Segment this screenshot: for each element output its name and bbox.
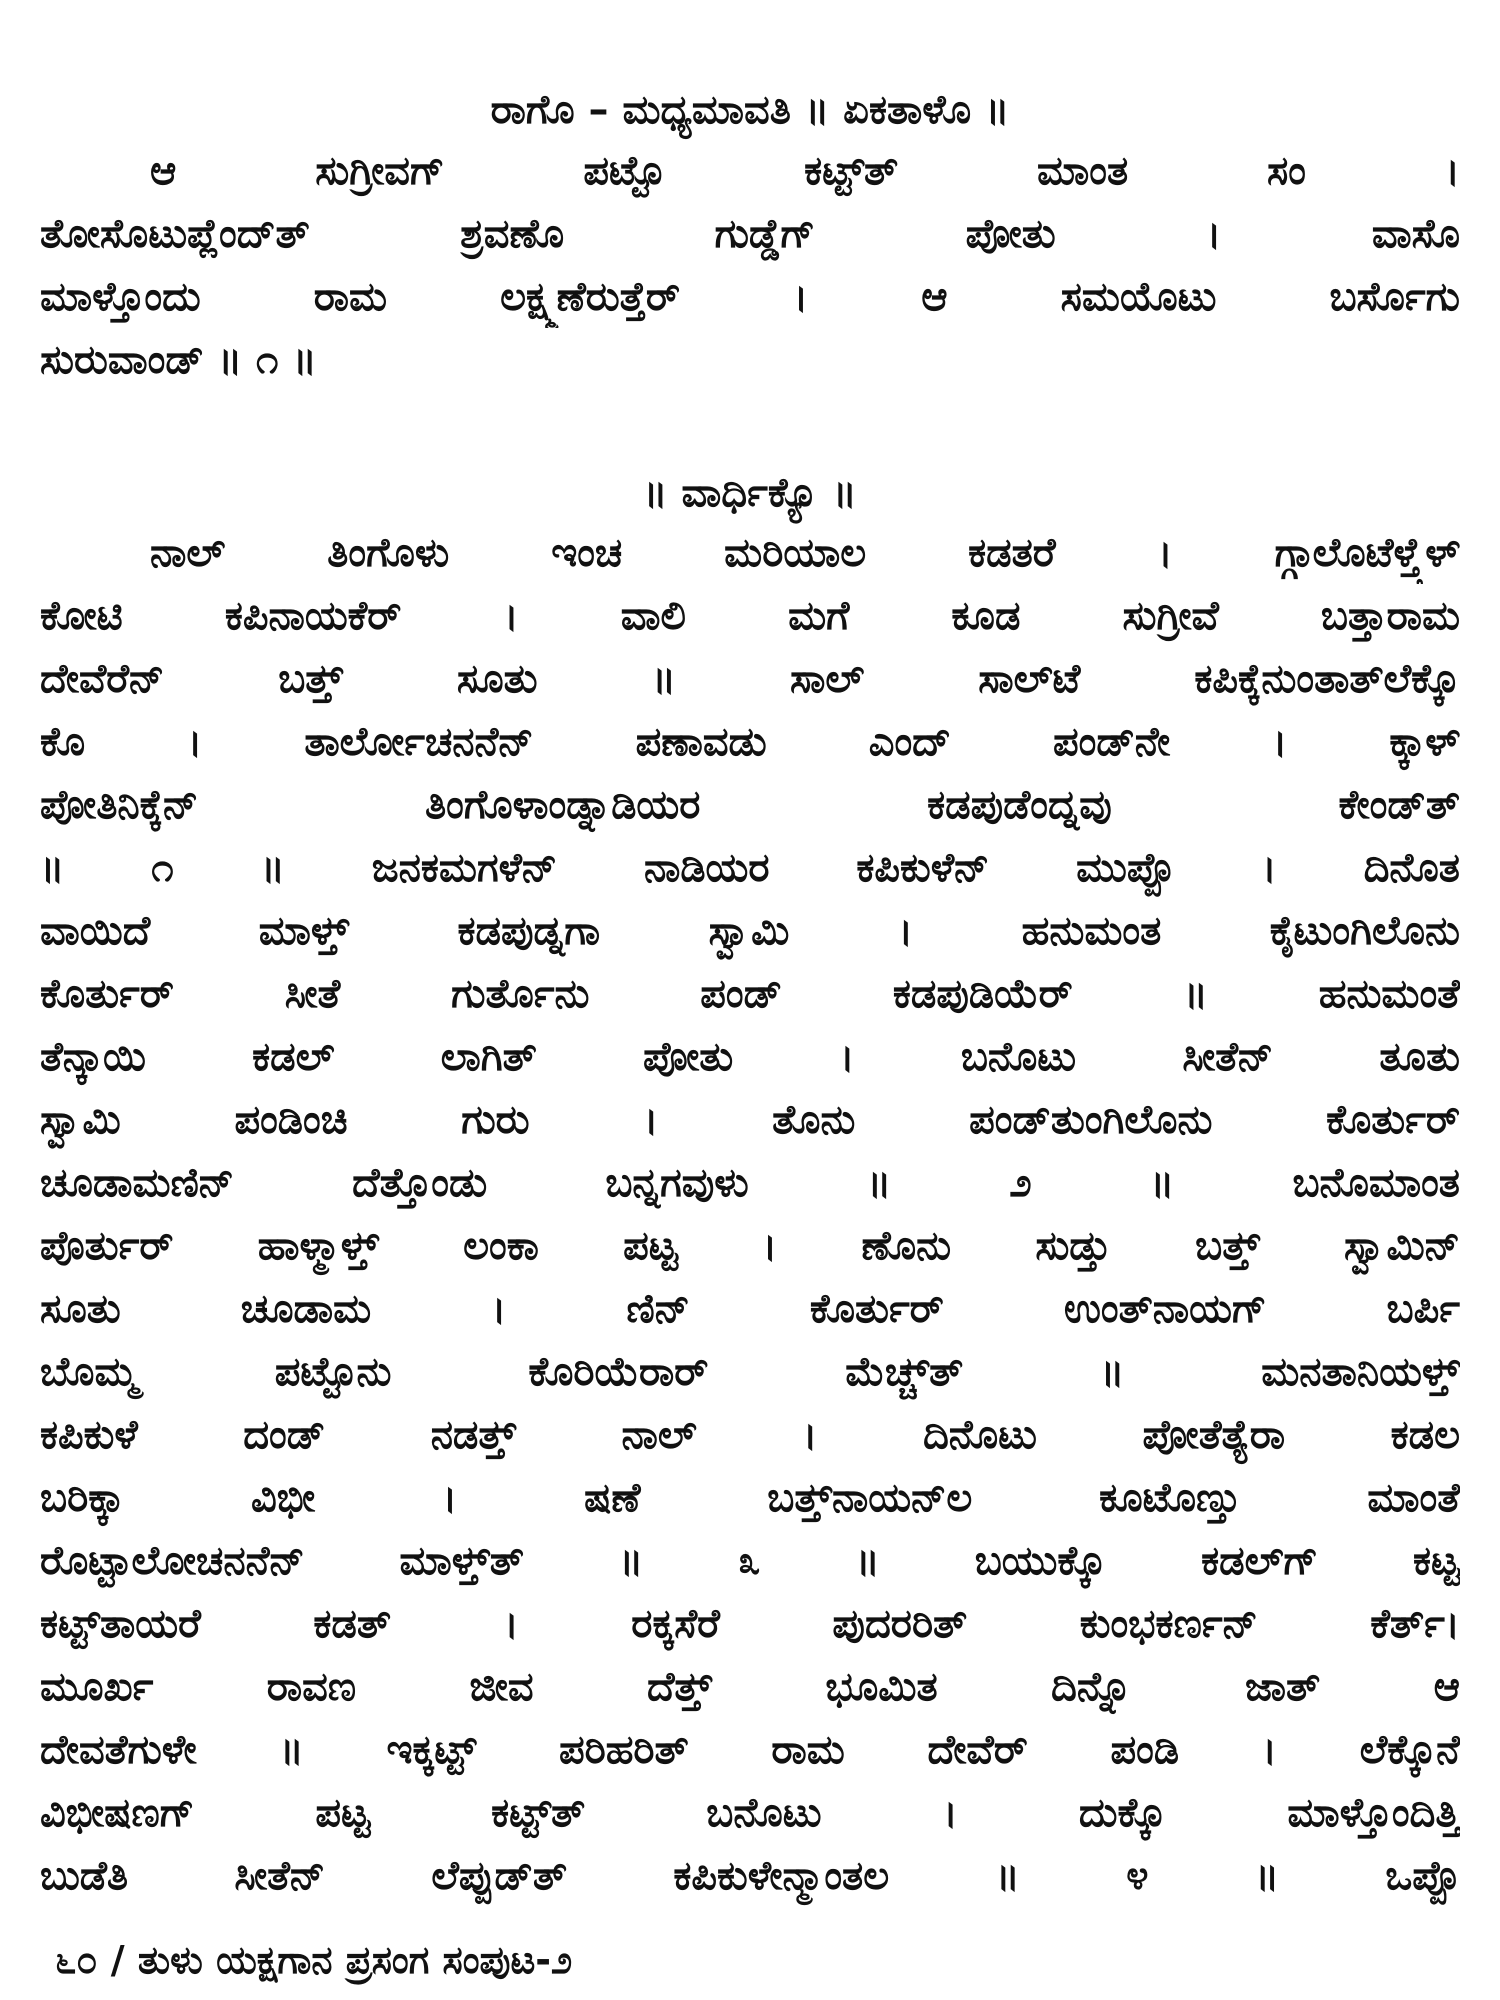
stanza-2-line-11: ಚೂಡಾಮಣಿನ್ ದೆತ್ತೊಂಡು ಬನ್ನಗವುಳು ॥ ೨ ॥ ಬನೊಮಾಂತ xyxy=(40,1160,1460,1206)
stanza-2-line-1: ನಾಲ್ ತಿಂಗೊಳು ಇಂಚ ಮರಿಯಾಲ ಕಡತರೆ । ಗ್ಗಾಲೊಟೆಳ್ತ್ತೆಳ್ xyxy=(150,530,1460,576)
stanza-2-line-19: ಮೂರ್ಖ ರಾವಣ ಜೀವ ದೆತ್ತ್ ಭೂಮಿತ ದಿನ್ನೊ ಜಾತ್ ಆ xyxy=(40,1664,1460,1710)
stanza-2-line-16: ಬರಿಕ್ಕಾ ವಿಭೀ । ಷಣೆ ಬತ್ತ್‌ನಾಯನ್‌ಲ ಕೂಟೊಣ್ತು ಮಾಂತೆ xyxy=(40,1475,1460,1521)
stanza-2-line-21: ವಿಭೀಷಣಗ್ ಪಟ್ಟ ಕಟ್ಟ್‌ತ್ ಬನೊಟು । ದುಕ್ಕೊ ಮಾಳ್ತೊಂದಿತ್ತಿ xyxy=(40,1790,1460,1836)
vardhikyo-heading: ॥ ವಾರ್ಧಿಕ್ಯೊ ॥ xyxy=(643,470,857,516)
stanza-2-line-13: ಸೂತು ಚೂಡಾಮ । ಣಿನ್ ಕೊರ್ತುರ್ ಉಂತ್‌ನಾಯಗ್ ಬರ್ಪಿ xyxy=(40,1286,1460,1332)
stanza-1-line-4: ಸುರುವಾಂಡ್ ॥ ೧ ॥ xyxy=(40,337,317,383)
stanza-2-line-7: ವಾಯಿದೆ ಮಾಳ್ತ್ ಕಡಪುಡ್ನಗಾ ಸ್ವಾಮಿ । ಹನುಮಂತ ಕೈಟುಂಗಿಲೊನು xyxy=(40,908,1460,954)
stanza-2-line-3: ದೇವೆರೆನ್ ಬತ್ತ್ ಸೂತು ॥ ಸಾಲ್ ಸಾಲ್‌ಟೆ ಕಪಿಕ್ಕೆನುಂತಾತ್‌ಲೆಕ್ಕೊ xyxy=(40,656,1460,702)
stanza-2-line-8: ಕೊರ್ತುರ್ ಸೀತೆ ಗುರ್ತೊನು ಪಂಡ್ ಕಡಪುಡಿಯೆರ್ ॥ ಹನುಮಂತೆ xyxy=(40,971,1460,1017)
raga-heading: ರಾಗೊ – ಮಧ್ಯಮಾವತಿ ॥ ಏಕತಾಳೊ ॥ xyxy=(490,87,1010,133)
stanza-2-line-20: ದೇವತೆಗುಳೇ ॥ ಇಕ್ಕಟ್ಟ್ ಪರಿಹರಿತ್ ರಾಮ ದೇವೆರ್ ಪಂಡಿ । ಲೆಕ್ಕೊನೆ xyxy=(40,1727,1460,1773)
stanza-2-line-10: ಸ್ವಾಮಿ ಪಂಡಿಂಚಿ ಗುರು । ತೊನು ಪಂಡ್‌ತುಂಗಿಲೊನು ಕೊರ್ತುರ್ xyxy=(40,1097,1460,1143)
stanza-2-line-18: ಕಟ್ಟ್‌ತಾಯರೆ ಕಡತ್ । ರಕ್ಕಸೆರೆ ಪುದರರಿತ್ ಕುಂಭಕರ್ಣನ್ ಕೆರ್ತ್। xyxy=(40,1601,1460,1647)
stanza-2-line-6: ॥ ೧ ॥ ಜನಕಮಗಳೆನ್ ನಾಡಿಯರ ಕಪಿಕುಳೆನ್ ಮುಪ್ಪೊ । ದಿನೊತ xyxy=(40,845,1460,891)
stanza-2-line-9: ತೆನ್ಕಾಯಿ ಕಡಲ್ ಲಾಗಿತ್ ಪೋತು । ಬನೊಟು ಸೀತೆನ್ ತೂತು xyxy=(40,1034,1460,1080)
stanza-1-line-2: ತೋಸೊಟುಪ್ಲೆಂದ್‌ತ್ ಶ್ರವಣೊ ಗುಡ್ಡೆಗ್ ಪೋತು । ವಾಸೊ xyxy=(40,211,1460,257)
stanza-2-line-14: ಬೊಮ್ಮ ಪಟ್ಟೊನು ಕೊರಿಯೆರಾರ್ ಮೆಚ್ಚ್‌ತ್ ॥ ಮನತಾನಿಯಳ್ತ್ xyxy=(40,1349,1460,1395)
page-footer: ೬೦ / ತುಳು ಯಕ್ಷಗಾನ ಪ್ರಸಂಗ ಸಂಪುಟ-೨ xyxy=(55,1938,573,1982)
stanza-2-line-2: ಕೋಟಿ ಕಪಿನಾಯಕೆರ್ । ವಾಲಿ ಮಗೆ ಕೂಡ ಸುಗ್ರೀವೆ ಬತ್ತಾರಾಮ xyxy=(40,593,1460,639)
stanza-2-line-22: ಬುಡೆತಿ ಸೀತೆನ್ ಲೆಪ್ಪುಡ್‌ತ್ ಕಪಿಕುಳೇನ್ಮಾಂತಲ ॥ ೪ ॥ ಒಪ್ಪೊ xyxy=(40,1853,1460,1899)
stanza-2-line-15: ಕಪಿಕುಳೆ ದಂಡ್ ನಡತ್ತ್ ನಾಲ್ । ದಿನೊಟು ಪೋತೆತ್ಯೆರಾ ಕಡಲ xyxy=(40,1412,1460,1458)
stanza-1-line-3: ಮಾಳ್ತೊಂದು ರಾಮ ಲಕ್ಷ್ಮಣೆರುತ್ತೆರ್ । ಆ ಸಮಯೊಟು ಬರ್ಸೊಗು xyxy=(40,274,1460,320)
stanza-2-line-4: ಕೊ । ತಾರ್ಲೋಚನನೆನ್ ಪಣಾವಡು ಎಂದ್ ಪಂಡ್‌ನೇ । ಕ್ಕಾಳ್ xyxy=(40,719,1460,765)
stanza-2-line-12: ಪೊರ್ತುರ್ ಹಾಳ್ಮಾಳ್ತ್ ಲಂಕಾ ಪಟ್ಟ । ಣೊನು ಸುಡ್ತು ಬತ್ತ್ ಸ್ವಾಮಿನ್ xyxy=(40,1223,1460,1269)
stanza-1-line-1: ಆ ಸುಗ್ರೀವಗ್ ಪಟ್ಟೊ ಕಟ್ಟ್‌ತ್ ಮಾಂತ ಸಂ । xyxy=(150,148,1460,194)
stanza-2-line-5: ಪೋತಿನಿಕ್ಕೆನ್ ತಿಂಗೊಳಾಂಡ್ನಾಡಿಯರ ಕಡಪುಡೆಂದ್ನವು ಕೇಂಡ್‌ತ್ xyxy=(40,782,1460,828)
stanza-2-line-17: ರೊಟ್ಟಾಲೋಚನನೆನ್ ಮಾಳ್ತ್‌ತ್ ॥ ೩ ॥ ಬಯುಕ್ಕೊ ಕಡಲ್‌ಗ್ ಕಟ್ಟ xyxy=(40,1538,1460,1584)
